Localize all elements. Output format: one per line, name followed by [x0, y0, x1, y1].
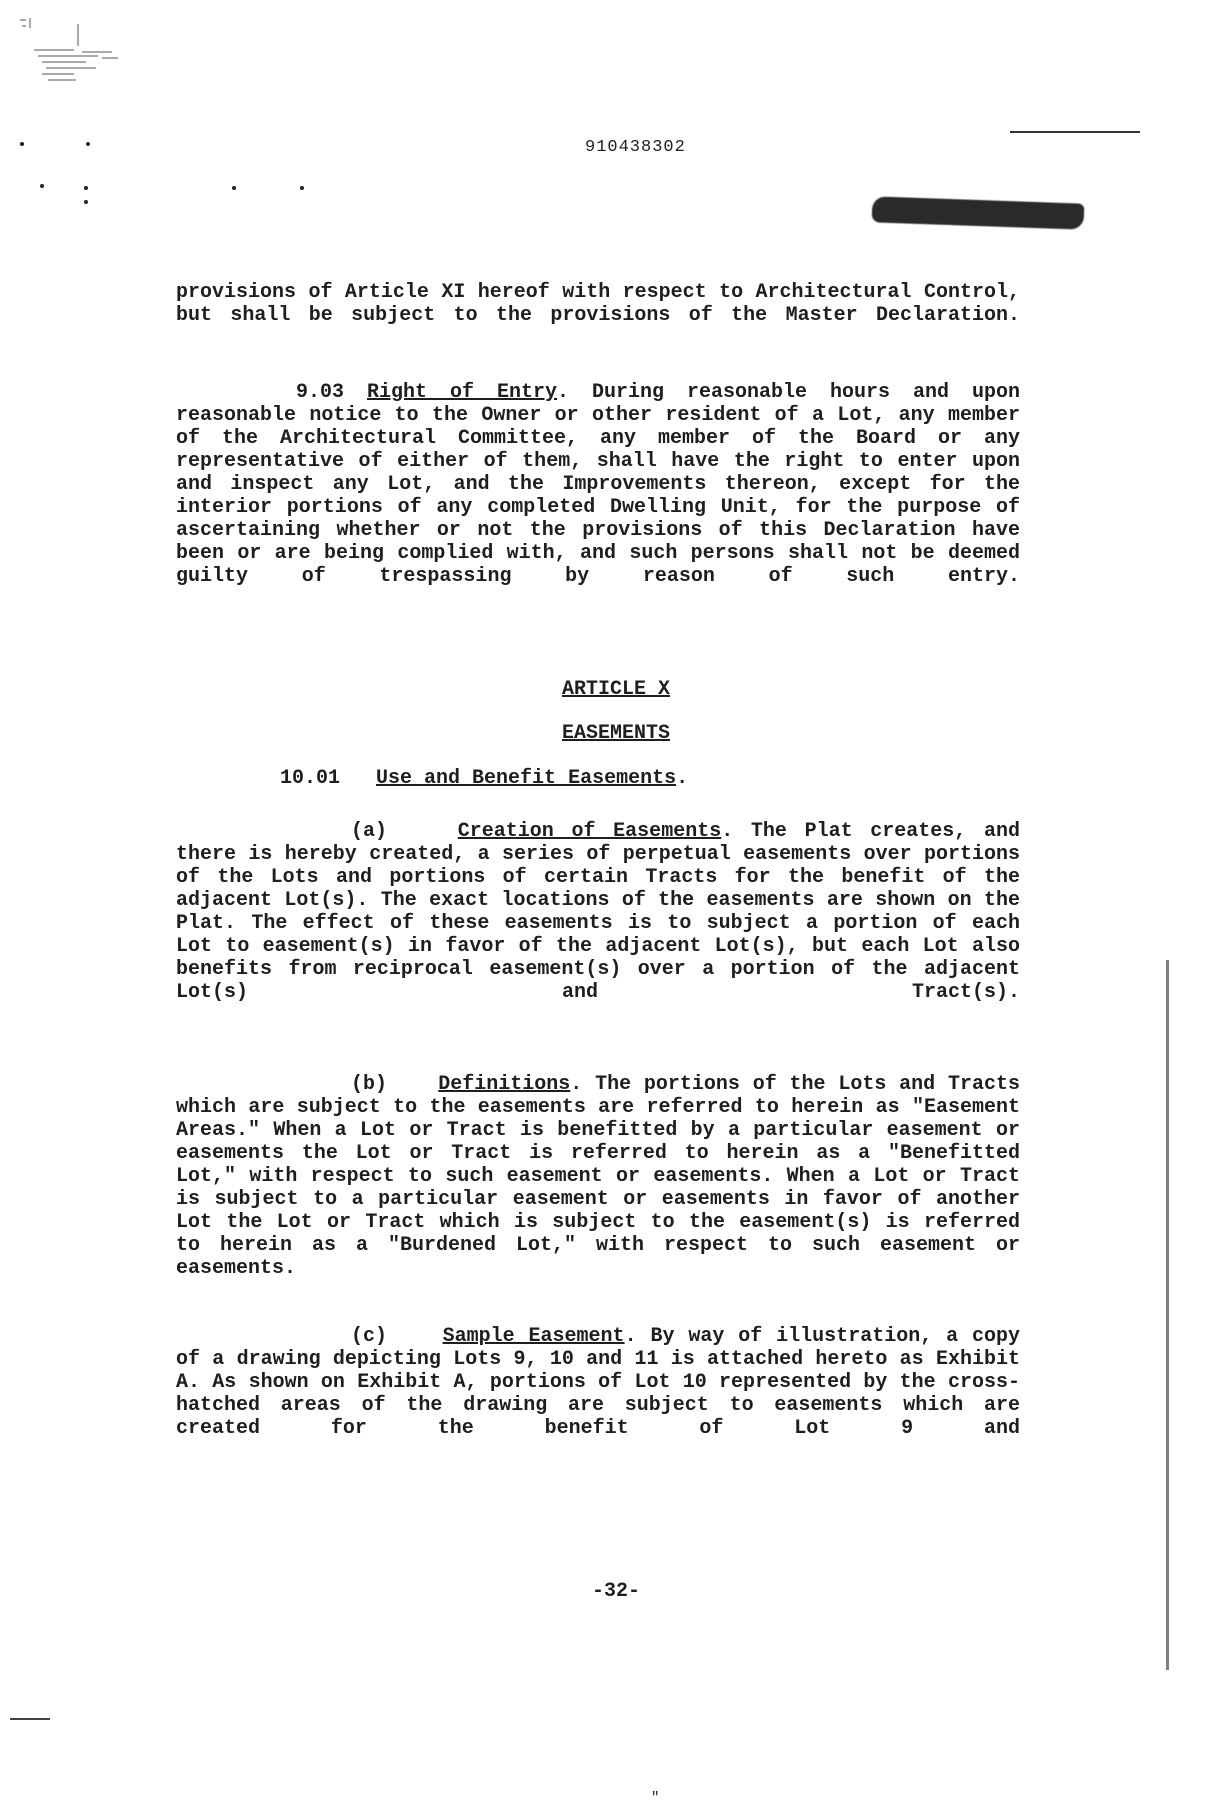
- section-title: Right of Entry: [367, 381, 557, 404]
- article-heading: ARTICLE X: [561, 678, 671, 701]
- margin-dot: [300, 186, 304, 190]
- document-number: 910438302: [585, 138, 686, 157]
- paragraph-continuation: [176, 281, 1020, 327]
- section-title: Use and Benefit Easements: [376, 767, 677, 790]
- bottom-mark: ": [651, 1790, 660, 1806]
- scan-artifact-icon: [12, 12, 142, 92]
- section-9-03: [176, 381, 1020, 588]
- subsection-body: . The portions of the Lots and Tracts which are subject to the easements are referred to herein as "Easement Areas." When a Lot or Tract is benefitted by a particular easement or easements the Lot or Tract is referred to herein as a "Benefitted Lot," with respect to such easement or easements. When a Lot or Tract is subject to a particular easement or easements in favor of another Lot the Lot or Tract which is subject to the easement(s) is referred to herein as a "Burdened Lot," with respect to such easement or easements.: [176, 1073, 1020, 1280]
- subsection-body: . By way of illustration, a copy of a drawing depicting Lots 9, 10 and 11 is attached hereto as Exhibit A. As shown on Exhibit A, portions of Lot 10 represented by the cross-hatched areas of the drawing are subject to easements which are created for the benefit of Lot 9 and: [176, 1325, 1021, 1440]
- margin-dot: [20, 142, 24, 146]
- subsection-a: [176, 820, 1020, 1004]
- subsection-c: [176, 1325, 1020, 1440]
- subsection-label: (a): [351, 820, 388, 843]
- subsection-body: . The Plat creates, and there is hereby created, a series of perpetual easements over portions of the Lots and portions of certain Tracts for the benefit of the adjacent Lot(s). The exact locations of the easements are shown on the Plat. The effect of these easements is to subject a portion of each Lot to easement(s) in favor of the adjacent Lot(s), but each Lot also benefits from reciprocal easement(s) over a portion of the adjacent Lot(s) and Tract(s).: [176, 820, 1020, 1004]
- subsection-b: [176, 1073, 1020, 1280]
- margin-dot: [84, 186, 88, 190]
- section-body: . During reasonable hours and upon reasonable notice to the Owner or other resident of a Lot, any member of the Architectural Committee, any member of the Board or any representative of either of them, shall have the right to enter upon and inspect any Lot, and the Improvements thereon, except for the interior portions of any completed Dwelling Unit, for the purpose of ascertaining whether or not the provisions of this Declaration have been or are being complied with, and such persons shall not be deemed guilty of trespassing by reason of such entry.: [176, 381, 1020, 588]
- subsection-title: Creation of Easements: [457, 820, 722, 843]
- section-number: 10.01: [280, 767, 341, 790]
- subsection-label: (b): [351, 1073, 388, 1096]
- subsection-title: Sample Easement: [442, 1325, 625, 1348]
- margin-dot: [86, 142, 90, 146]
- article-subheading: EASEMENTS: [561, 722, 671, 745]
- page-number: -32-: [591, 1580, 640, 1603]
- subsection-label: (c): [351, 1325, 388, 1348]
- recording-stamp: [872, 196, 1085, 229]
- corner-rule: [10, 1718, 50, 1720]
- subsection-title: Definitions: [438, 1073, 571, 1096]
- margin-dot: [40, 184, 44, 188]
- section-10-01-title: 10.01 Use and Benefit Easements.: [280, 767, 689, 790]
- top-right-rule: [1010, 131, 1140, 133]
- margin-dot: [84, 200, 88, 204]
- paragraph-text: provisions of Article XI hereof with respect to Architectural Control, but shall be subject to the provisions of the Master Declaration.: [176, 281, 1020, 327]
- section-number: 9.03: [296, 381, 345, 404]
- scan-edge-line: [1166, 960, 1169, 1670]
- margin-dot: [232, 186, 236, 190]
